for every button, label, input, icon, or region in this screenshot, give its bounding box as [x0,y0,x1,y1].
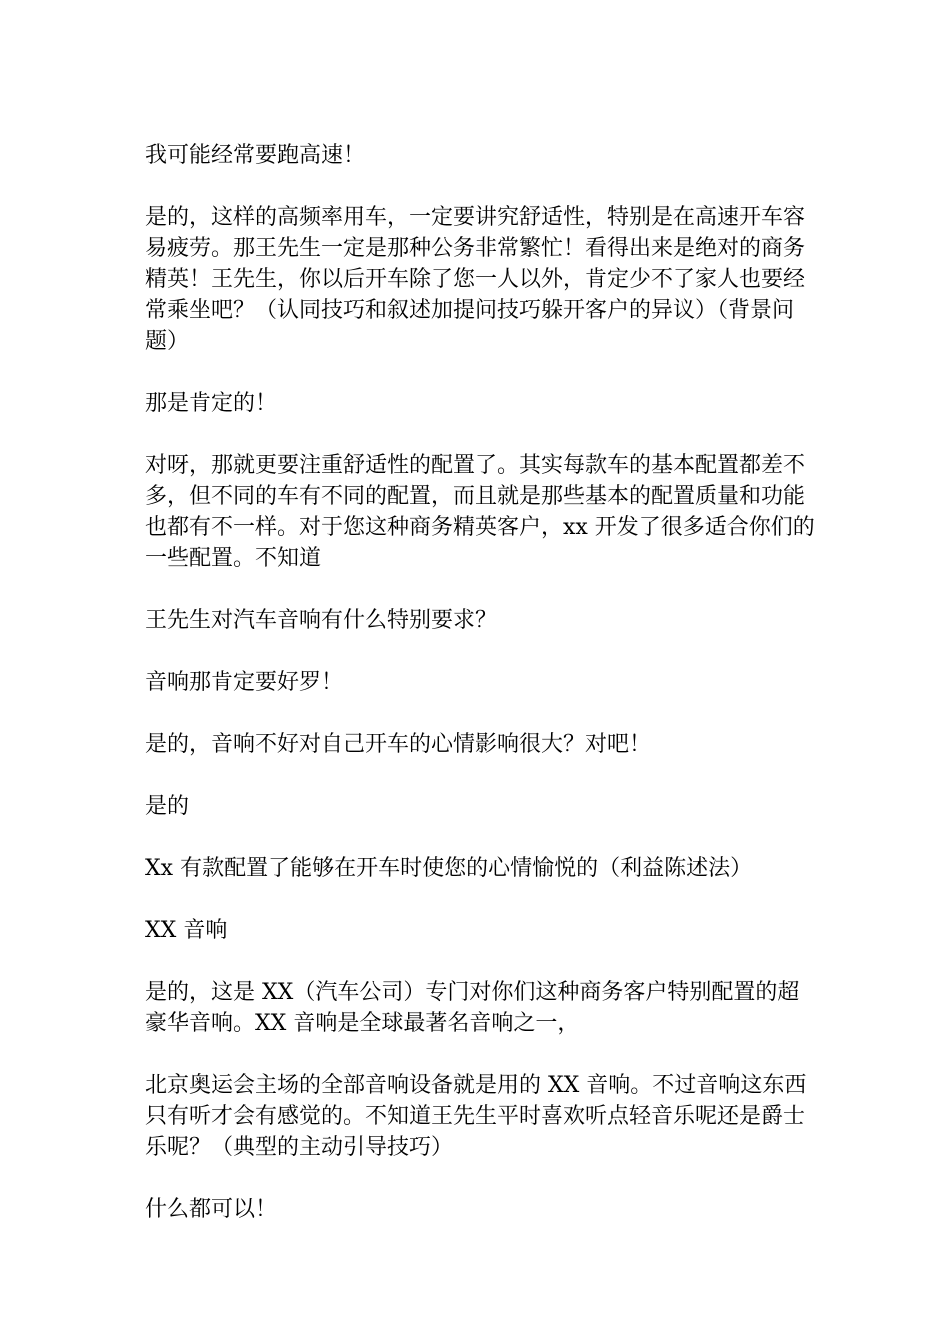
paragraph-5: 王先生对汽车音响有什么特别要求？ [145,608,498,633]
paragraph-4: 对呀，那就更要注重舒适性的配置了。其实每款车的基本配置都差不多，但不同的车有不同的配置，而且就是那些基本的配置质量和功能也都有不一样。对于您这种商务精英客户，xx 开发了很多适合你们的一些配置。不知道 [145,453,815,571]
document-body [145,140,815,1256]
paragraph-8: 是的 [145,794,190,819]
paragraph-13: 什么都可以！ [145,1197,278,1222]
paragraph-10: XX 音响 [145,918,228,943]
paragraph-12: 北京奥运会主场的全部音响设备就是用的 XX 音响。不过音响这东西只有听才会有感觉的。不知道王先生平时喜欢听点轻音乐呢还是爵士乐呢？（典型的主动引导技巧） [145,1073,807,1160]
paragraph-7: 是的，音响不好对自己开车的心情影响很大？对吧！ [145,732,652,757]
paragraph-6: 音响那肯定要好罗！ [145,670,344,695]
paragraph-2: 是的，这样的高频率用车，一定要讲究舒适性，特别是在高速开车容易疲劳。那王先生一定是那种公务非常繁忙！看得出来是绝对的商务精英！王先生，你以后开车除了您一人以外，肯定少不了家人也要经常乘坐吧？（认同技巧和叙述加提问技巧躲开客户的异议）（背景问题） [145,205,806,354]
paragraph-3: 那是肯定的！ [145,391,278,416]
paragraph-1: 我可能经常要跑高速！ [145,143,366,168]
paragraph-9: Xx 有款配置了能够在开车时使您的心情愉悦的（利益陈述法） [145,856,753,881]
paragraph-11: 是的，这是 XX（汽车公司）专门对你们这种商务客户特别配置的超豪华音响。XX 音响是全球最著名音响之一， [145,980,800,1036]
